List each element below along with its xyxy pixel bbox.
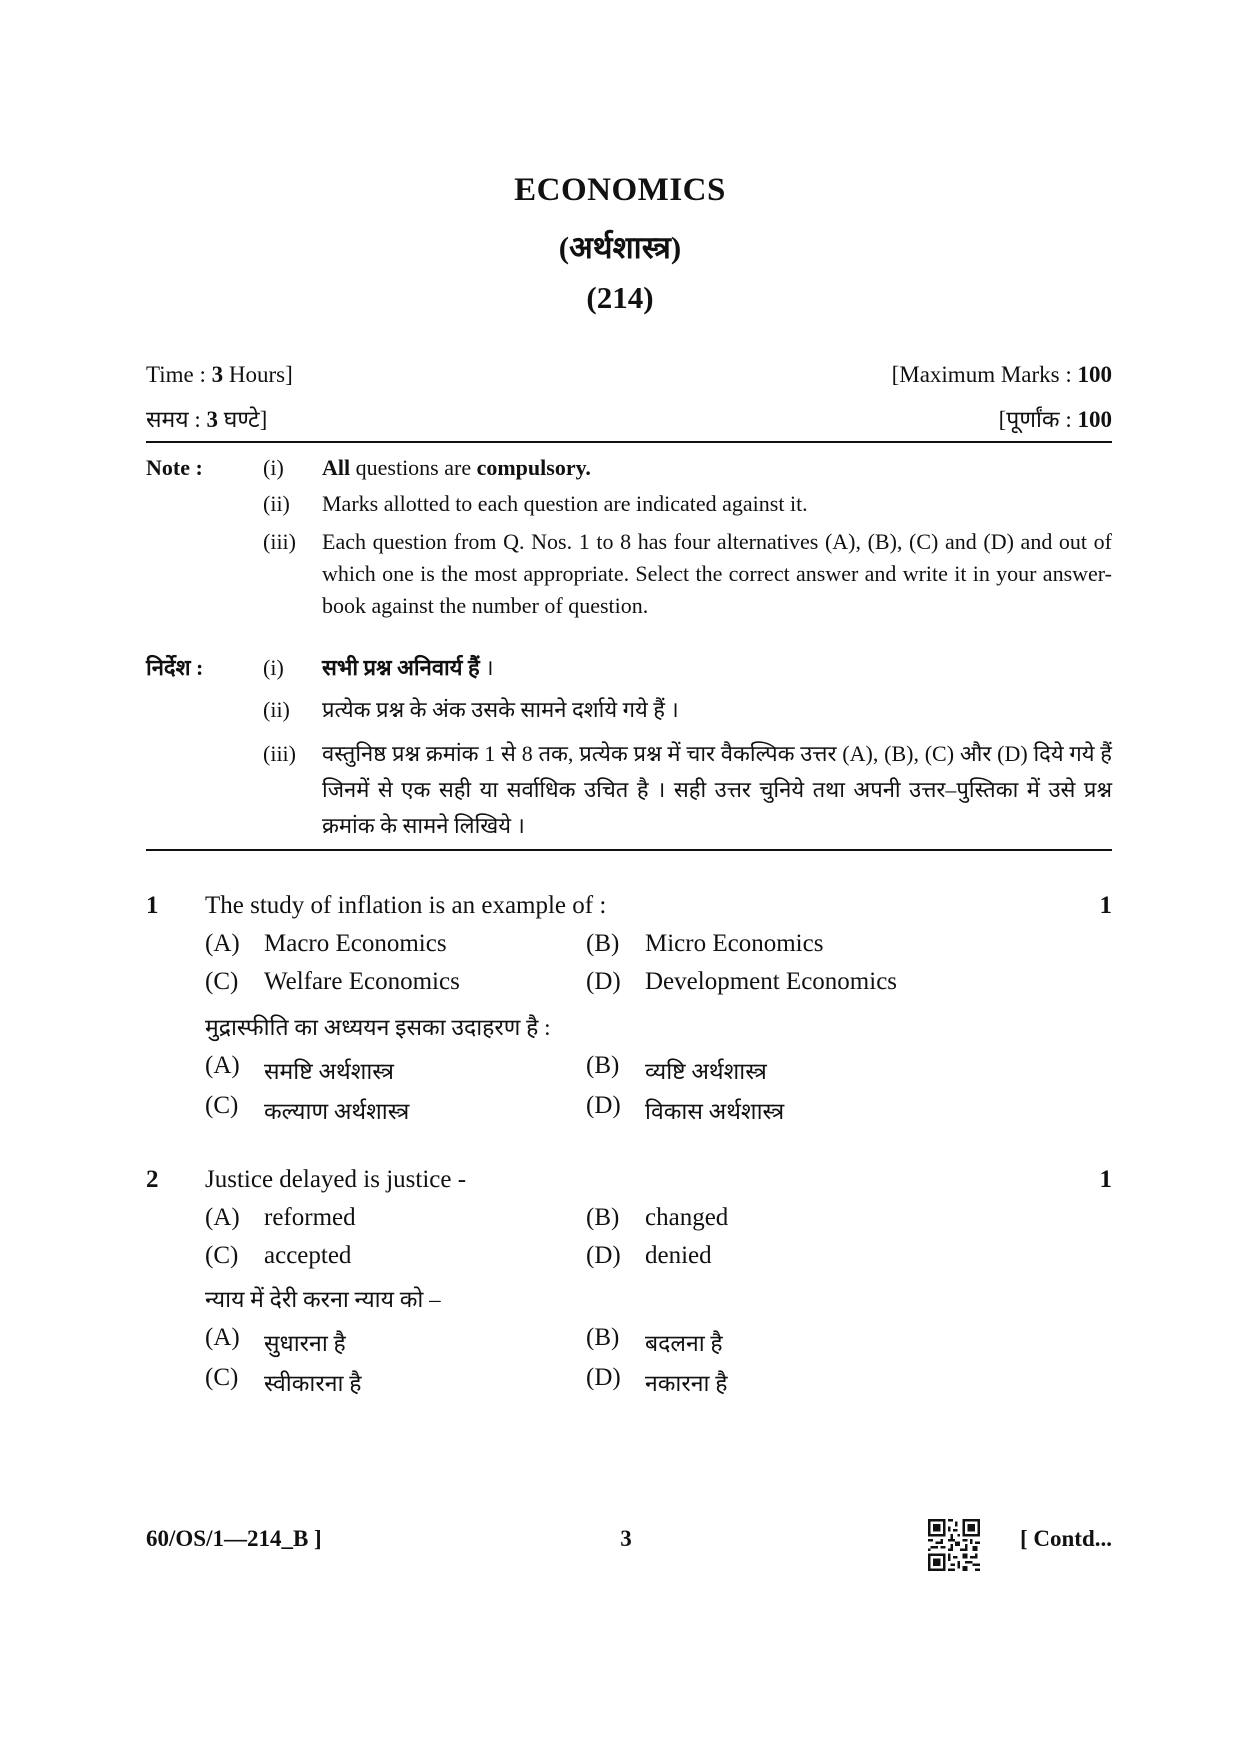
note-item-hindi: वस्तुनिष्ठ प्रश्न क्रमांक 1 से 8 तक, प्रत्येक प्रश्न में चार वैकल्पिक उत्तर (A), (B), (C) और (D) दिये गये हैं जिनमें से एक सही या सर्वाधिक उचित है । सही उत्तर चुनिये तथा अपनी उत्तर–पुस्तिका में उसे प्रश्न क्रमांक के सामने लिखिये । xyxy=(322,741,1112,838)
note-item: Each question from Q. Nos. 1 to 8 has four alternatives (A), (B), (C) and (D) and out of which one is the most appropriate. Select the correct answer and write it in your answer-book against the number of question. xyxy=(322,529,1112,618)
option-letter: (D) xyxy=(586,968,621,995)
option-text: changed xyxy=(645,1204,729,1231)
option-text: Welfare Economics xyxy=(264,968,460,995)
option-letter: (A) xyxy=(205,1204,240,1231)
option-text-hindi: व्यष्टि अर्थशास्त्र xyxy=(645,1059,767,1084)
subject-title-hindi: (अर्थशास्त्र) xyxy=(558,230,682,265)
divider-top xyxy=(146,441,1112,443)
option-text: Macro Economics xyxy=(264,930,447,957)
page-number: 3 xyxy=(620,1526,632,1551)
option-letter: (D) xyxy=(586,1364,621,1391)
option-letter: (A) xyxy=(205,1052,240,1079)
note-num: (iii) xyxy=(263,529,296,554)
option-letter: (B) xyxy=(586,1324,620,1351)
note-num: (i) xyxy=(263,655,284,680)
question-text-hindi: न्याय में देरी करना न्याय को – xyxy=(205,1287,441,1312)
paper-code: 60/OS/1—214_B ] xyxy=(146,1526,322,1551)
option-letter: (C) xyxy=(205,968,239,995)
subject-code: (214) xyxy=(586,280,654,315)
note-num: (iii) xyxy=(263,741,296,766)
option-text-hindi: विकास अर्थशास्त्र xyxy=(645,1099,785,1124)
subject-title: ECONOMICS xyxy=(514,172,726,208)
note-item-hindi: सभी प्रश्न अनिवार्य हैं । xyxy=(322,655,494,680)
question-marks: 1 xyxy=(1099,1166,1112,1193)
question-text: The study of inflation is an example of : xyxy=(205,892,607,919)
option-text: reformed xyxy=(264,1204,356,1231)
note-num: (ii) xyxy=(263,491,290,516)
question-marks: 1 xyxy=(1099,892,1112,919)
option-text: Development Economics xyxy=(645,968,898,995)
option-text: denied xyxy=(645,1242,712,1269)
option-text-hindi: कल्याण अर्थशास्त्र xyxy=(264,1099,410,1124)
note-item-hindi: प्रत्येक प्रश्न के अंक उसके सामने दर्शाये गये हैं । xyxy=(322,697,679,722)
option-letter: (D) xyxy=(586,1242,621,1269)
option-text-hindi: समष्टि अर्थशास्त्र xyxy=(264,1059,394,1084)
question-number: 2 xyxy=(146,1166,159,1193)
note-label-hindi: निर्देश : xyxy=(146,655,204,680)
note-num: (ii) xyxy=(263,697,290,722)
divider-notes xyxy=(146,849,1112,851)
note-num: (i) xyxy=(263,455,284,480)
question-number: 1 xyxy=(146,892,159,919)
time-line-hindi: समय : 3 घण्टे] xyxy=(146,407,268,432)
option-letter: (D) xyxy=(586,1092,621,1119)
option-letter: (C) xyxy=(205,1242,239,1269)
option-text: Micro Economics xyxy=(645,930,824,957)
option-letter: (B) xyxy=(586,930,620,957)
question-text-hindi: मुद्रास्फीति का अध्ययन इसका उदाहरण है : xyxy=(205,1015,551,1040)
option-letter: (B) xyxy=(586,1204,620,1231)
option-letter: (B) xyxy=(586,1052,620,1079)
note-item: Marks allotted to each question are indicated against it. xyxy=(322,491,808,516)
option-text-hindi: सुधारना है xyxy=(264,1331,346,1356)
time-line: Time : 3 Hours] xyxy=(146,362,293,387)
option-text-hindi: बदलना है xyxy=(645,1331,723,1356)
max-marks-line-hindi: [पूर्णांक : 100 xyxy=(998,407,1112,432)
option-text-hindi: स्वीकारना है xyxy=(264,1371,362,1396)
qr-code-icon xyxy=(928,1519,980,1571)
option-text: accepted xyxy=(264,1242,352,1269)
question-text: Justice delayed is justice - xyxy=(205,1166,467,1193)
note-item: All questions are compulsory. xyxy=(322,455,591,480)
option-letter: (C) xyxy=(205,1364,239,1391)
option-letter: (A) xyxy=(205,930,240,957)
max-marks-line: [Maximum Marks : 100 xyxy=(891,362,1112,387)
option-text-hindi: नकारना है xyxy=(645,1371,728,1396)
note-label: Note : xyxy=(146,455,203,480)
option-letter: (C) xyxy=(205,1092,239,1119)
continued-label: [ Contd... xyxy=(1019,1526,1112,1551)
option-letter: (A) xyxy=(205,1324,240,1351)
